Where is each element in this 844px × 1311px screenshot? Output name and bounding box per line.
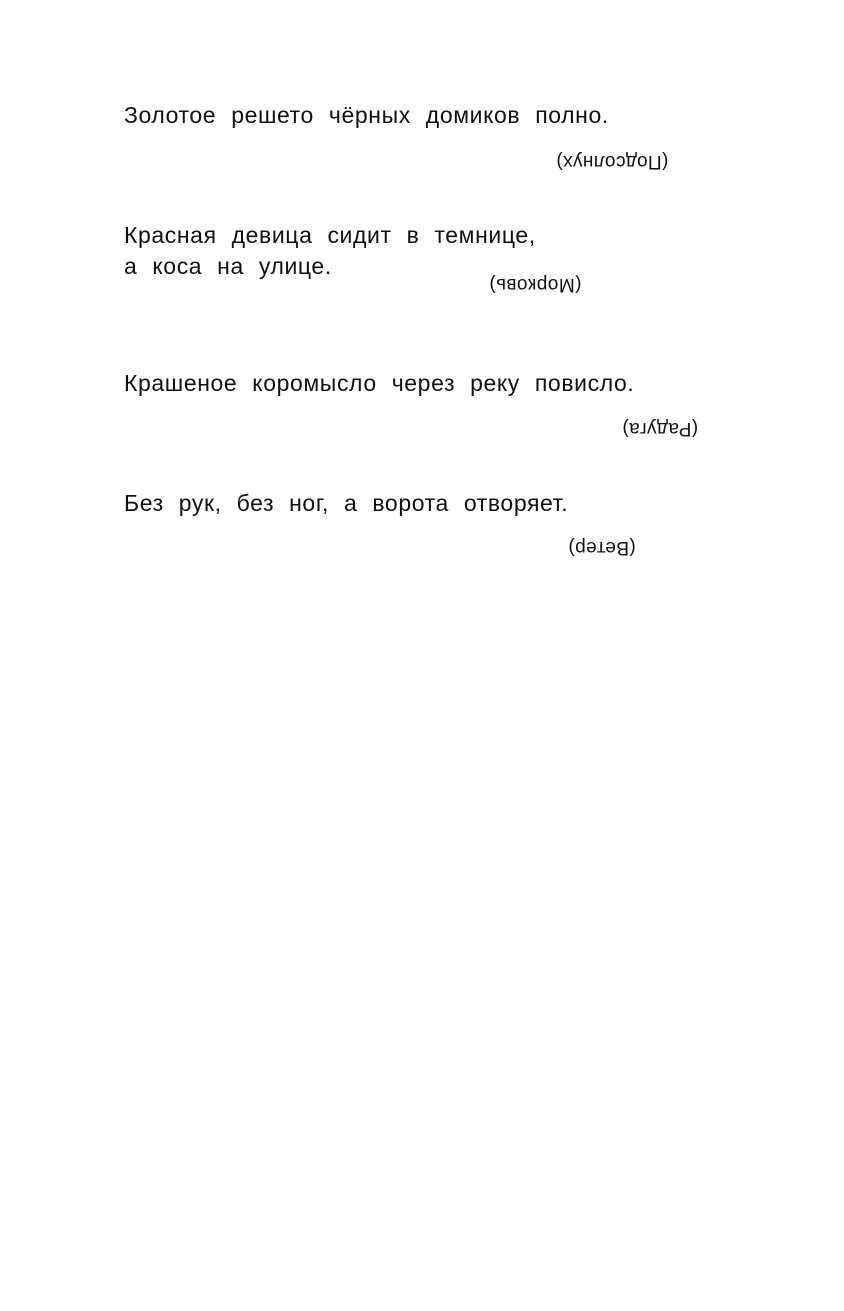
riddle-text-line: Крашеное коромысло через реку повисло.: [124, 370, 635, 396]
riddle-1: [124, 100, 609, 131]
riddle-answer-upside-down: (Морковь): [489, 274, 582, 295]
riddle-answer-upside-down: (Ветер): [568, 537, 636, 558]
riddle-text-line: а коса на улице.: [124, 253, 332, 279]
riddle-3: [124, 368, 634, 399]
riddle-text-line: Красная девица сидит в темнице,: [124, 222, 536, 248]
riddle-text-line: Без рук, без ног, а ворота отворяет.: [124, 490, 569, 516]
riddle-4: [124, 488, 568, 519]
riddle-text-line: Золотое решето чёрных домиков полно.: [124, 102, 609, 128]
riddle-2: [124, 220, 536, 282]
riddle-answer-upside-down: (Радуга): [621, 418, 698, 439]
riddle-answer-upside-down: (Подсолнух): [555, 151, 668, 172]
